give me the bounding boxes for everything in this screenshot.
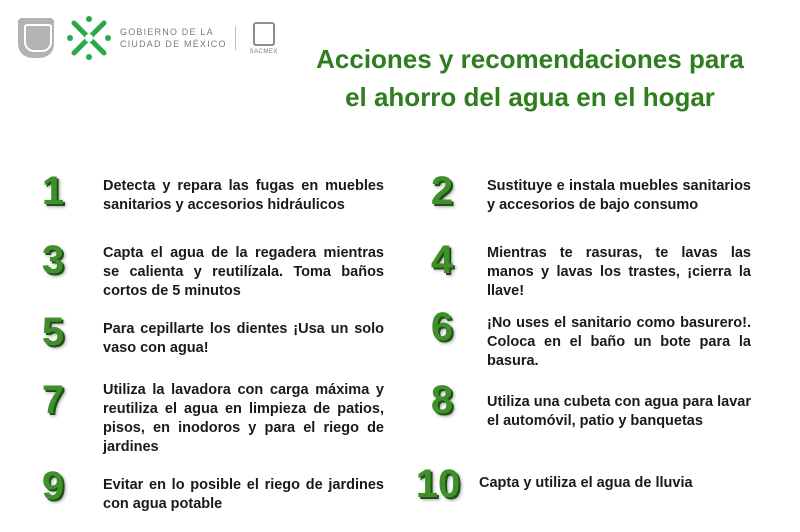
sacmex-label: SACMEX bbox=[249, 48, 278, 55]
recommendation-3 bbox=[38, 240, 384, 301]
item-text: Utiliza una cubeta con agua para lavar el automóvil, patio y banquetas bbox=[487, 394, 751, 429]
item-number: 6 bbox=[430, 305, 454, 349]
page-title bbox=[285, 40, 775, 116]
recommendation-9 bbox=[38, 466, 384, 514]
item-number: 8 bbox=[430, 378, 454, 422]
item-number: 9 bbox=[41, 464, 65, 508]
gov-line-1: GOBIERNO DE LA bbox=[120, 27, 214, 37]
item-number: 4 bbox=[430, 238, 454, 282]
item-text: Capta y utiliza el agua de lluvia bbox=[479, 475, 693, 491]
coat-of-arms-icon bbox=[18, 18, 54, 58]
recommendation-7 bbox=[38, 380, 384, 457]
item-number: 5 bbox=[41, 310, 65, 354]
gov-line-2: CIUDAD DE MÉXICO bbox=[120, 39, 227, 49]
recommendation-8 bbox=[418, 380, 751, 431]
item-text: ¡No uses el sanitario como basurero!. Coloca en el baño un bote para la basura. bbox=[487, 315, 751, 369]
recommendation-1 bbox=[38, 171, 384, 215]
recommendation-2 bbox=[418, 171, 751, 215]
item-number: 2 bbox=[430, 169, 454, 213]
item-text: Sustituye e instala muebles sanitarios y accesorios de bajo consumo bbox=[487, 178, 751, 213]
item-text: Capta el agua de la regadera mientras se calienta y reutilízala. Toma baños cortos de 5 minutos bbox=[103, 245, 384, 299]
header bbox=[18, 12, 284, 64]
item-number: 3 bbox=[41, 238, 65, 282]
item-number: 1 bbox=[41, 169, 65, 213]
sacmex-glyph-icon bbox=[253, 22, 275, 46]
item-text: Mientras te rasuras, te lavas las manos y lavas los trastes, ¡cierra la llave! bbox=[487, 245, 751, 299]
cdmx-logo-icon bbox=[66, 15, 112, 61]
item-text: Evitar en lo posible el riego de jardines con agua potable bbox=[103, 477, 384, 512]
sacmex-logo bbox=[244, 22, 284, 55]
recommendation-10 bbox=[410, 464, 743, 504]
item-text: Utiliza la lavadora con carga máxima y reutiliza el agua en limpieza de patios, pisos, en inodoros y para el riego de jardines bbox=[103, 382, 384, 455]
recommendation-6 bbox=[418, 307, 751, 371]
government-wordmark bbox=[120, 26, 236, 50]
item-number: 7 bbox=[41, 378, 65, 422]
item-text: Para cepillarte los dientes ¡Usa un solo vaso con agua! bbox=[103, 321, 384, 356]
item-text: Detecta y repara las fugas en muebles sanitarios y accesorios hidráulicos bbox=[103, 178, 384, 213]
recommendation-5 bbox=[38, 312, 384, 358]
recommendation-4 bbox=[418, 240, 751, 301]
title-line-2: el ahorro del agua en el hogar bbox=[345, 82, 715, 112]
title-line-1: Acciones y recomendaciones para bbox=[316, 44, 744, 74]
item-number: 10 bbox=[415, 462, 461, 506]
